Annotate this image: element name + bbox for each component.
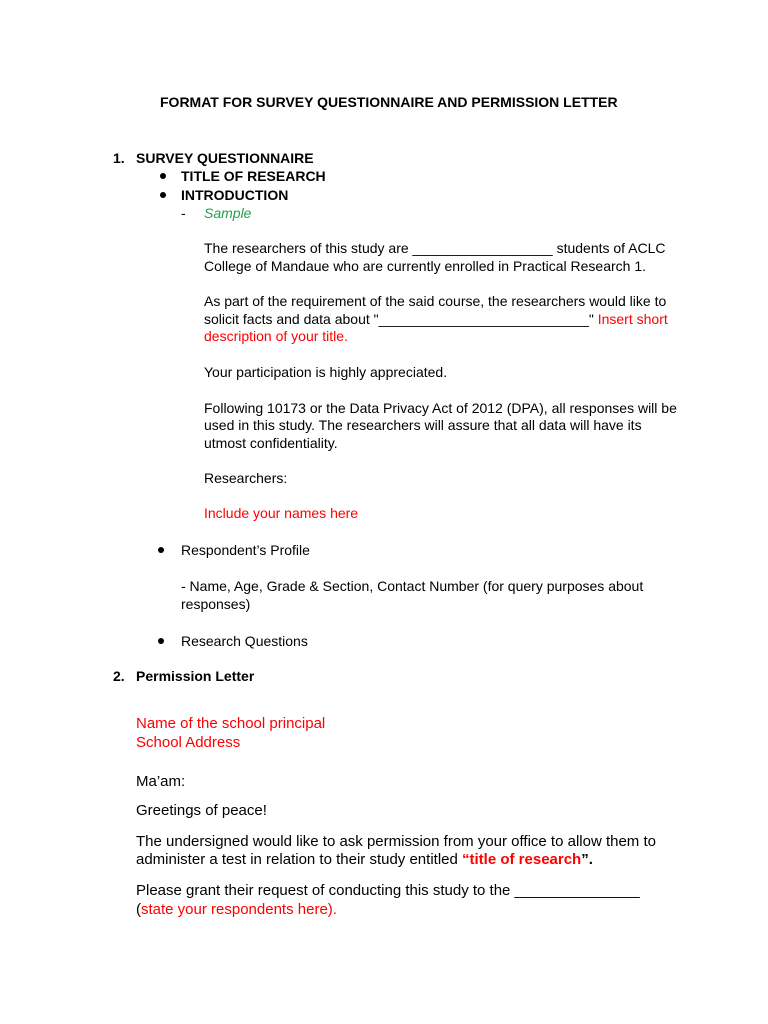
bullet-icon: [158, 547, 164, 553]
respondents-placeholder: state your respondents here).: [141, 901, 337, 918]
bullet-title-of-research: TITLE OF RESEARCH: [181, 168, 326, 184]
profile-details-line-2: responses): [181, 596, 251, 612]
intro-paragraph-2-line-2: [204, 310, 668, 328]
profile-details: - Name, Age, Grade & Section, Contact Number (for query purposes about: [181, 578, 644, 594]
bullet-research-questions: Research Questions: [181, 633, 308, 649]
title-of-research-placeholder: “title of research: [462, 851, 582, 868]
section-1-number: 1.: [113, 150, 125, 166]
intro-paragraph-1-line-2: College of Mandaue who are currently enrolled in Practical Research 1.: [204, 258, 647, 274]
letter-body-2-line-2: [136, 900, 337, 919]
sample-label: Sample: [204, 205, 252, 221]
insert-short-hint: Insert short: [593, 311, 668, 327]
intro-paragraph-2: As part of the requirement of the said course, the researchers would like to: [204, 293, 667, 309]
bullet-icon: [160, 192, 166, 198]
intro-paragraph-4-line-3: utmost confidentiality.: [204, 435, 338, 451]
open-paren: (: [136, 901, 141, 918]
letter-body-1-line-2: [136, 850, 593, 869]
intro-paragraph-1: The researchers of this study are __________________ students of ACLC: [204, 240, 666, 256]
bullet-icon: [160, 173, 166, 179]
principal-name-placeholder: Name of the school principal: [136, 715, 326, 732]
section-2-heading: Permission Letter: [136, 668, 255, 684]
school-address-placeholder: School Address: [136, 734, 241, 751]
intro-paragraph-4: Following 10173 or the Data Privacy Act of 2012 (DPA), all responses will be: [204, 400, 677, 416]
section-1-heading: SURVEY QUESTIONNAIRE: [136, 150, 314, 166]
bullet-respondents-profile: Respondent’s Profile: [181, 542, 310, 558]
letter-body-2: Please grant their request of conducting this study to the _______________: [136, 882, 640, 899]
researchers-label: Researchers:: [204, 470, 288, 486]
dash-marker: -: [181, 205, 186, 221]
intro-paragraph-4-line-2: used in this study. The researchers will assure that all data will have its: [204, 417, 642, 433]
bullet-icon: [158, 638, 164, 644]
letter-body-text: administer a test in relation to their study entitled: [136, 851, 463, 868]
salutation: Ma’am:: [136, 773, 186, 790]
letter-body-1: The undersigned would like to ask permission from your office to allow them to: [136, 833, 656, 850]
bullet-introduction: INTRODUCTION: [181, 187, 289, 203]
intro-paragraph-3: Your participation is highly appreciated.: [204, 364, 448, 380]
document-title: FORMAT FOR SURVEY QUESTIONNAIRE AND PERMISSION LETTER: [160, 94, 618, 110]
section-2-number: 2.: [113, 668, 125, 684]
closing-quote: ”.: [581, 851, 593, 868]
greeting: Greetings of peace!: [136, 802, 267, 819]
researchers-names-placeholder: Include your names here: [204, 505, 359, 521]
intro-paragraph-2-line-3: description of your title.: [204, 328, 348, 344]
solicit-text: solicit facts and data about "___________________________": [204, 311, 594, 327]
